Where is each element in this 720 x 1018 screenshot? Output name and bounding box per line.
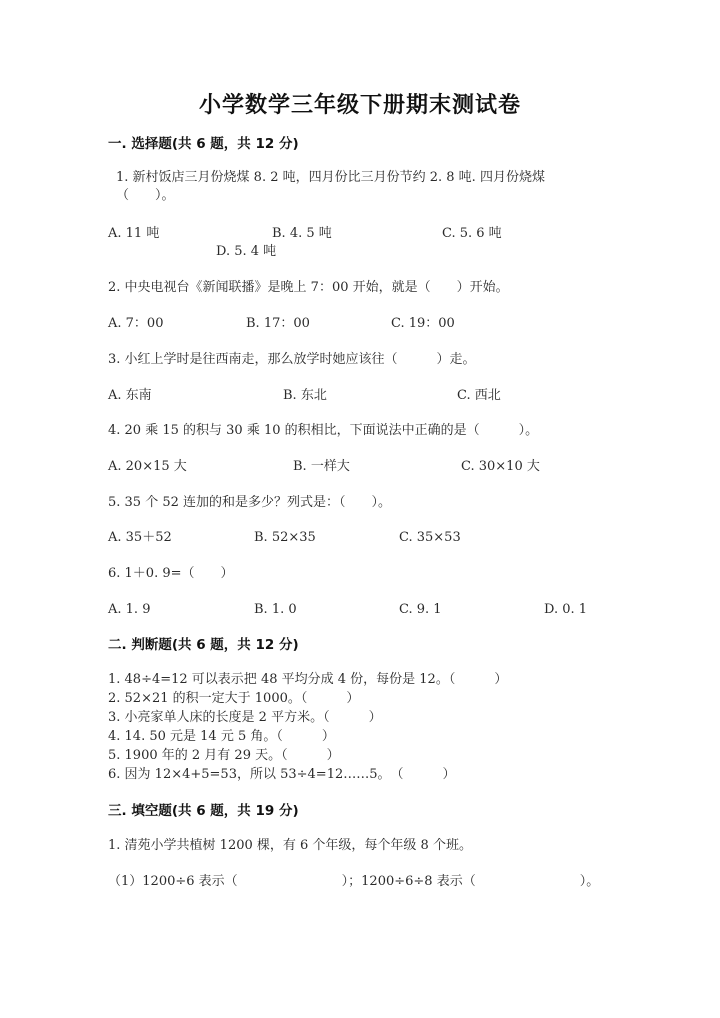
tf-question: 1. 48÷4=12 可以表示把 48 平均分成 4 份，每份是 12。（ ） — [108, 672, 508, 687]
question-text: 1. 新村饭店三月份烧煤 8. 2 吨，四月份比三月份节约 2. 8 吨. 四月份烧煤 — [116, 170, 545, 185]
option-c: C. 5. 6 吨 — [442, 226, 502, 241]
option-a: A. 1. 9 — [108, 602, 151, 617]
option-a: A. 东南 — [108, 388, 152, 403]
option-b: B. 4. 5 吨 — [272, 226, 332, 241]
option-a: A. 35＋52 — [108, 530, 172, 545]
tf-question: 5. 1900 年的 2 月有 29 天。（ ） — [108, 748, 340, 763]
tf-question: 3. 小亮家单人床的长度是 2 平方米。（ ） — [108, 710, 382, 725]
option-d: D. 0. 1 — [544, 602, 588, 617]
option-a: A. 11 吨 — [108, 226, 160, 241]
question-text: 6. 1＋0. 9=（ ） — [108, 566, 234, 581]
question-text: 4. 20 乘 15 的积与 30 乘 10 的积相比，下面说法中正确的是（ ）。 — [108, 423, 539, 438]
tf-question: 6. 因为 12×4+5=53，所以 53÷4=12……5。 （ ） — [108, 767, 456, 782]
section-heading-true-false: 二. 判断题(共 6 题，共 12 分) — [108, 637, 299, 653]
section-heading-choice: 一. 选择题(共 6 题，共 12 分) — [108, 136, 299, 152]
question-text: 5. 35 个 52 连加的和是多少？列式是：（ ）。 — [108, 495, 392, 510]
option-a: A. 7：00 — [108, 316, 164, 331]
question-text: 2. 中央电视台《新闻联播》是晚上 7：00 开始，就是（ ）开始。 — [108, 280, 509, 295]
option-c: C. 西北 — [457, 388, 501, 403]
tf-question: 2. 52×21 的积一定大于 1000。（ ） — [108, 691, 360, 706]
option-c: C. 19：00 — [391, 316, 455, 331]
option-c: C. 30×10 大 — [461, 459, 540, 474]
option-a: A. 20×15 大 — [108, 459, 187, 474]
option-b: B. 52×35 — [254, 530, 316, 545]
section-heading-fill-blank: 三. 填空题(共 6 题，共 19 分) — [108, 803, 299, 819]
fill-question: 1. 清苑小学共植树 1200 棵，有 6 个年级，每个年级 8 个班。 — [108, 838, 472, 853]
option-c: C. 35×53 — [399, 530, 461, 545]
option-b: B. 17：00 — [246, 316, 310, 331]
option-c: C. 9. 1 — [399, 602, 442, 617]
option-b: B. 1. 0 — [254, 602, 297, 617]
page-title: 小学数学三年级下册期末测试卷 — [198, 92, 521, 118]
option-d: D. 5. 4 吨 — [216, 244, 277, 259]
option-b: B. 东北 — [283, 388, 327, 403]
fill-sub-question: （1）1200÷6 表示（ ）；1200÷6÷8 表示（ ）。 — [108, 874, 600, 889]
option-b: B. 一样大 — [293, 459, 350, 474]
question-text: 3. 小红上学时是往西南走，那么放学时她应该往（ ）走。 — [108, 352, 476, 367]
tf-question: 4. 14. 50 元是 14 元 5 角。（ ） — [108, 729, 335, 744]
question-text-cont: （ ）。 — [116, 188, 175, 203]
